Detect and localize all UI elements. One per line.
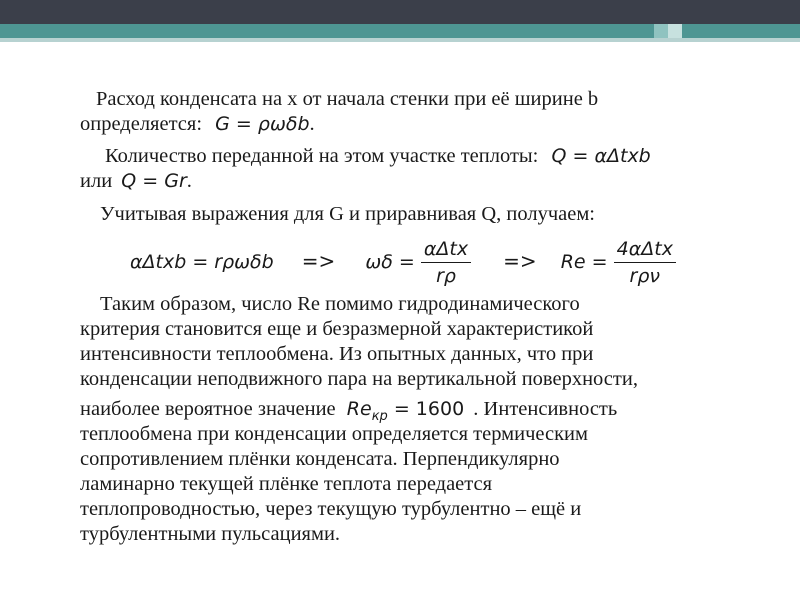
p2-or: или bbox=[80, 170, 113, 192]
p2-end: . bbox=[186, 170, 192, 192]
equation-1: αΔtxb = rρωδb bbox=[130, 251, 274, 273]
p4-line1: Таким образом, число Re помимо гидродинамического bbox=[100, 293, 580, 315]
p4-line2: критерия становится еще и безразмерной характеристикой bbox=[80, 318, 594, 340]
equation-2-denominator: rρ bbox=[436, 265, 456, 287]
p2-line1 bbox=[105, 144, 651, 169]
formula-re-value: = 1600 bbox=[393, 398, 465, 420]
formula-q1: Q = αΔtxb bbox=[551, 145, 651, 167]
header-tab-decoration bbox=[654, 24, 668, 38]
implies-arrow-1: => bbox=[301, 249, 336, 273]
equation-2-numerator: αΔtx bbox=[421, 238, 471, 263]
p3-line1: Учитывая выражения для G и приравнивая Q, получаем: bbox=[100, 203, 596, 225]
equation-2-lhs: ωδ = bbox=[365, 251, 415, 273]
equation-3-denominator: rρν bbox=[629, 265, 661, 287]
p4-line5-pre: наиболее вероятное значение bbox=[80, 398, 336, 420]
p4-line6: теплообмена при конденсации определяется термическим bbox=[80, 423, 589, 445]
p2-line2 bbox=[80, 169, 192, 194]
p1-line1: Расход конденсата на x от начала стенки при её ширине b bbox=[96, 88, 599, 110]
p4-line3: интенсивности теплообмена. Из опытных данных, что при bbox=[80, 343, 594, 365]
equations-row bbox=[130, 233, 676, 289]
formula-q2: Q = Gr bbox=[121, 170, 187, 192]
p4-line8: ламинарно текущей плёнке теплота передается bbox=[80, 473, 493, 495]
p4-line9: теплопроводностью, через текущую турбулентно – ещё и bbox=[80, 498, 582, 520]
p4-line10: турбулентными пульсациями. bbox=[80, 523, 341, 545]
p4-line4: конденсации неподвижного пара на вертикальной поверхности, bbox=[80, 368, 638, 390]
formula-re-subscript: кр bbox=[371, 408, 388, 424]
formula-re-base: Re bbox=[346, 398, 372, 420]
header-tab-decoration bbox=[668, 24, 682, 38]
p4-line5-post: . Интенсивность bbox=[473, 398, 618, 420]
implies-arrow-2: => bbox=[503, 249, 537, 273]
p4-line7: сопротивлением плёнки конденсата. Перпендикулярно bbox=[80, 448, 560, 470]
equation-3-numerator: 4αΔtx bbox=[614, 238, 676, 263]
header-thin-bar bbox=[0, 38, 800, 42]
equation-3-lhs: Re = bbox=[560, 251, 608, 273]
header-dark-bar bbox=[0, 0, 800, 24]
equation-3-fraction bbox=[614, 238, 676, 287]
p1-label: определяется: bbox=[80, 113, 203, 135]
formula-re-critical bbox=[346, 398, 465, 424]
formula-g: G = ρωδb bbox=[215, 113, 310, 135]
p1-line2 bbox=[80, 112, 315, 137]
p2-label: Количество переданной на этом участке теплоты: bbox=[105, 145, 539, 167]
p1-end: . bbox=[309, 113, 315, 135]
equation-2-fraction bbox=[421, 238, 471, 287]
